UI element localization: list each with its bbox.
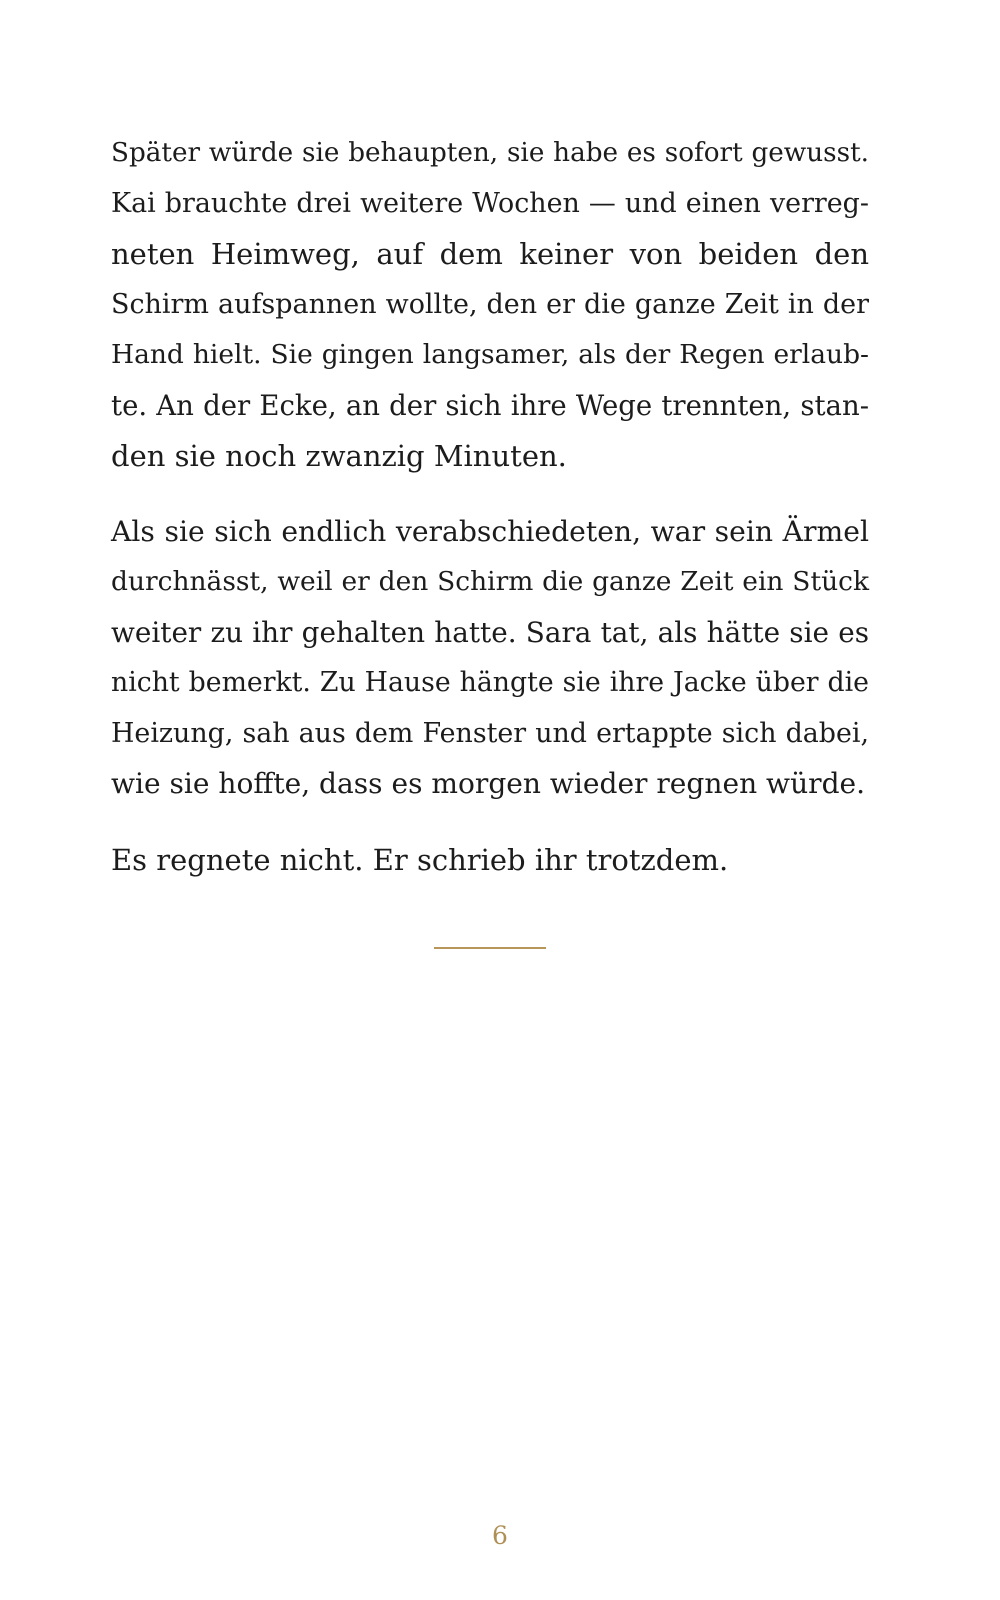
text-line: te. An der Ecke, an der sich ihre Wege trennten, stan- — [111, 389, 869, 422]
paragraph-2 — [111, 507, 869, 810]
section-divider — [434, 947, 546, 949]
text-line: wie sie hoffte, dass es morgen wieder regnen würde. — [111, 767, 866, 800]
body-text — [111, 128, 869, 885]
paragraph-3 — [111, 835, 869, 886]
text-line: Als sie sich endlich verabschiedeten, war sein Ärmel — [111, 514, 869, 548]
text-line: Kai brauchte drei weitere Wochen — und einen verreg- — [111, 187, 869, 219]
text-line: weiter zu ihr gehalten hatte. Sara tat, als hätte sie es — [111, 615, 869, 649]
text-line: Hand hielt. Sie gingen langsamer, als der Regen erlaub- — [111, 339, 869, 370]
text-line: Heizung, sah aus dem Fenster und ertappte sich dabei, — [111, 717, 869, 749]
text-line: Es regnete nicht. Er schrieb ihr trotzdem. — [111, 842, 729, 877]
text-line: nicht bemerkt. Zu Hause hängte sie ihre Jacke über die — [111, 667, 869, 698]
text-line: Später würde sie behaupten, sie habe es sofort gewusst. — [111, 138, 869, 168]
text-line: neten Heimweg, auf dem keiner von beiden den — [111, 237, 869, 271]
text-line: Schirm aufspannen wollte, den er die ganze Zeit in der — [111, 288, 869, 320]
text-line: durchnässt, weil er den Schirm die ganze Zeit ein Stück — [111, 566, 869, 597]
page-number: 6 — [492, 1521, 508, 1550]
text-line: den sie noch zwanzig Minuten. — [111, 439, 567, 473]
paragraph-1 — [111, 128, 869, 482]
